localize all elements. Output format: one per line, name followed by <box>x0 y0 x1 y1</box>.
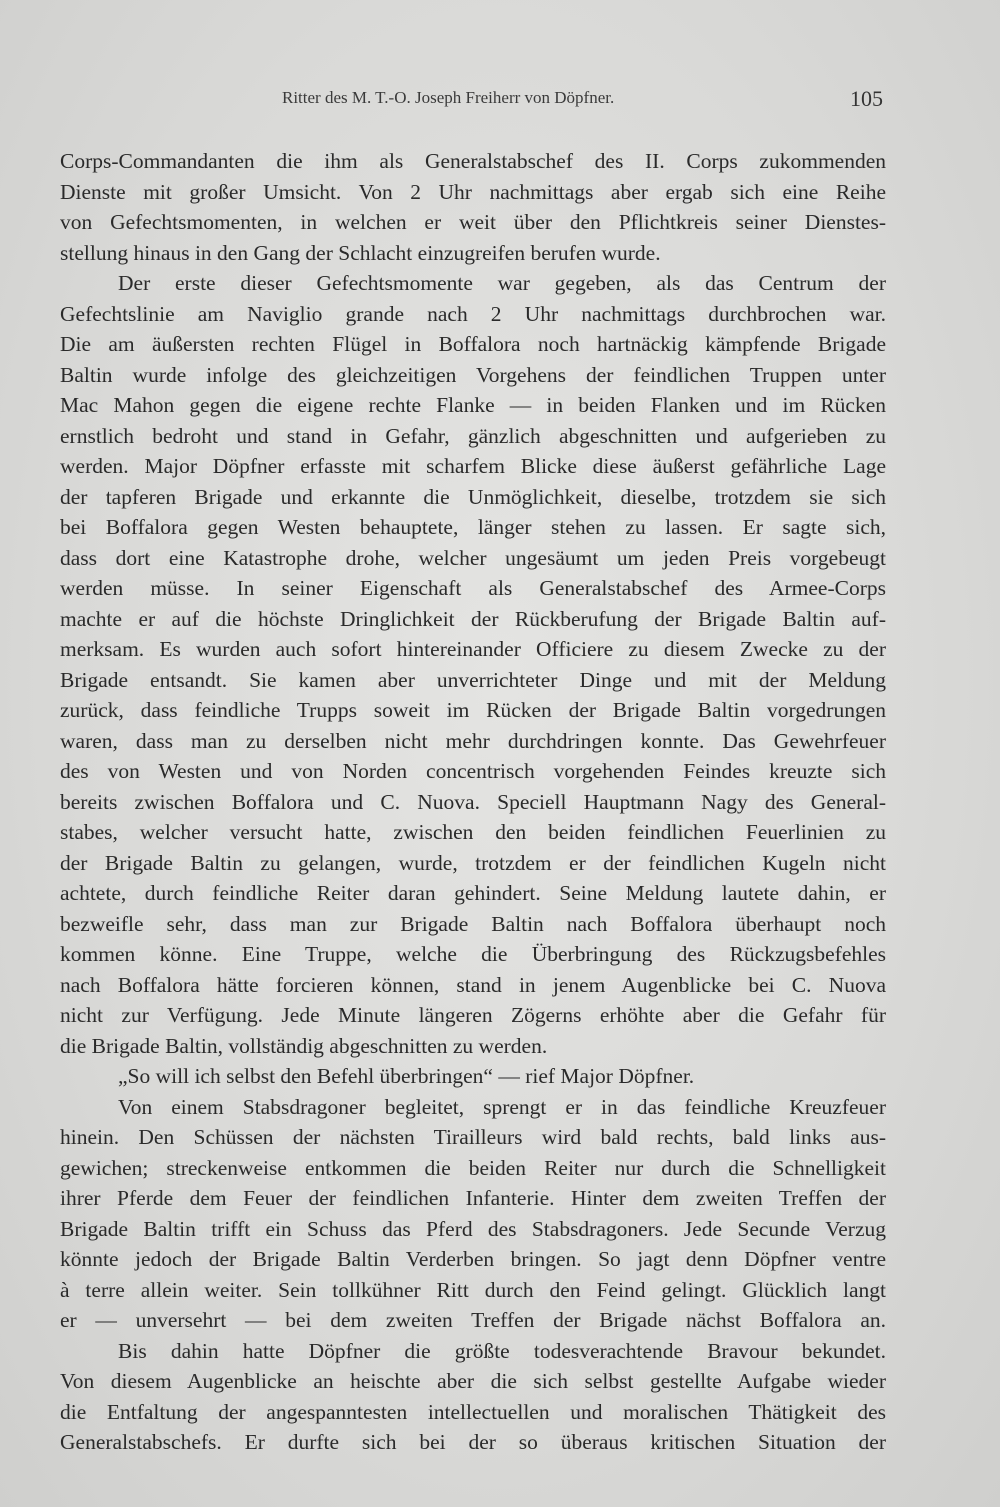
text-line: Brigade entsandt. Sie kamen aber unverrichteter Dinge und mit der Meldung <box>60 667 886 692</box>
text-line: des von Westen und von Norden concentrisch vorgehenden Feindes kreuzte sich <box>60 759 886 783</box>
text-line: die Entfaltung der angespanntesten intellectuellen und moralischen Thätigkeit des <box>60 1399 886 1424</box>
text-line: der Brigade Baltin zu gelangen, wurde, trotzdem er der feindlichen Kugeln nicht <box>60 850 886 875</box>
text-line: waren, dass man zu derselben nicht mehr durchdringen konnte. Das Gewehrfeuer <box>60 728 886 753</box>
text-line: Corps-Commandanten die ihm als Generalstabschef des II. Corps zukommenden <box>60 149 886 173</box>
text-line: bereits zwischen Boffalora und C. Nuova. Speciell Hauptmann Nagy des General- <box>60 789 886 814</box>
page-number: 105 <box>850 86 883 111</box>
text-line: Gefechtslinie am Naviglio grande nach 2 Uhr nachmittags durchbrochen war. <box>60 301 886 326</box>
text-line: bei Boffalora gegen Westen behauptete, länger stehen zu lassen. Er sagte sich, <box>60 515 886 539</box>
text-line: werden müsse. In seiner Eigenschaft als Generalstabschef des Armee-Corps <box>60 576 886 600</box>
text-line: Bis dahin hatte Döpfner die größte todesverachtende Bravour bekundet. <box>118 1338 886 1363</box>
body-text <box>60 146 886 1458</box>
text-line: könnte jedoch der Brigade Baltin Verderben bringen. So jagt denn Döpfner ventre <box>60 1247 886 1271</box>
text-line: Dienste mit großer Umsicht. Von 2 Uhr nachmittags aber ergab sich eine Reihe <box>60 179 886 204</box>
text-line: stabes, welcher versucht hatte, zwischen den beiden feindlichen Feuerlinien zu <box>60 820 886 844</box>
text-line: machte er auf die höchste Dringlichkeit der Rückberufung der Brigade Baltin auf- <box>60 606 886 631</box>
text-line: Brigade Baltin trifft ein Schuss das Pferd des Stabsdragoners. Jede Secunde Verzug <box>60 1216 886 1241</box>
text-line: ihrer Pferde dem Feuer der feindlichen Infanterie. Hinter dem zweiten Treffen der <box>60 1186 886 1210</box>
text-line: achtete, durch feindliche Reiter daran gehindert. Seine Meldung lautete dahin, er <box>60 881 886 905</box>
text-line: Baltin wurde infolge des gleichzeitigen Vorgehens der feindlichen Truppen unter <box>60 362 886 387</box>
text-line: die Brigade Baltin, vollständig abgeschnitten zu werden. <box>60 1033 548 1058</box>
text-line: er — unversehrt — bei dem zweiten Treffen der Brigade nächst Boffalora an. <box>60 1308 886 1332</box>
text-line: Mac Mahon gegen die eigene rechte Flanke — in beiden Flanken und im Rücken <box>60 393 886 417</box>
text-line: gewichen; streckenweise entkommen die beiden Reiter nur durch die Schnelligkeit <box>60 1155 886 1180</box>
text-line: der tapferen Brigade und erkannte die Unmöglichkeit, dieselbe, trotzdem sie sich <box>60 484 886 509</box>
text-line: stellung hinaus in den Gang der Schlacht einzugreifen berufen wurde. <box>60 240 661 265</box>
text-line: bezweifle sehr, dass man zur Brigade Baltin nach Boffalora überhaupt noch <box>60 911 886 936</box>
text-line: von Gefechtsmomenten, in welchen er weit über den Pflichtkreis seiner Dienstes- <box>60 210 886 234</box>
running-head: Ritter des M. T.-O. Joseph Freiherr von Döpfner. <box>282 88 615 107</box>
text-line: Die am äußersten rechten Flügel in Boffalora noch hartnäckig kämpfende Brigade <box>60 332 886 356</box>
text-line: kommen könne. Eine Truppe, welche die Überbringung des Rückzugsbefehles <box>60 942 886 966</box>
text-line: Von diesem Augenblicke an heischte aber die sich selbst gestellte Aufgabe wieder <box>60 1369 886 1393</box>
text-line: „So will ich selbst den Befehl überbringen“ — rief Major Döpfner. <box>118 1064 695 1088</box>
text-line: ernstlich bedroht und stand in Gefahr, gänzlich abgeschnitten und aufgerieben zu <box>60 423 886 448</box>
text-line: nicht zur Verfügung. Jede Minute längeren Zögerns erhöhte aber die Gefahr für <box>60 1003 886 1027</box>
text-line: werden. Major Döpfner erfasste mit scharfem Blicke diese äußerst gefährliche Lage <box>60 454 886 478</box>
text-line: merksam. Es wurden auch sofort hintereinander Officiere zu diesem Zwecke zu der <box>60 637 886 661</box>
text-line: Von einem Stabsdragoner begleitet, sprengt er in das feindliche Kreuzfeuer <box>118 1094 886 1119</box>
text-line: zurück, dass feindliche Trupps soweit im Rücken der Brigade Baltin vorgedrungen <box>60 698 886 722</box>
text-line: Der erste dieser Gefechtsmomente war gegeben, als das Centrum der <box>118 271 886 295</box>
text-line: Generalstabschefs. Er durfte sich bei der so überaus kritischen Situation der <box>60 1430 886 1454</box>
text-line: hinein. Den Schüssen der nächsten Tirailleurs wird bald rechts, bald links aus- <box>60 1125 886 1149</box>
text-line: dass dort eine Katastrophe drohe, welcher ungesäumt um jeden Preis vorgebeugt <box>60 545 886 570</box>
text-line: à terre allein weiter. Sein tollkühner Ritt durch den Feind gelingt. Glücklich langt <box>60 1277 886 1302</box>
text-line: nach Boffalora hätte forcieren können, stand in jenem Augenblicke bei C. Nuova <box>60 972 886 997</box>
